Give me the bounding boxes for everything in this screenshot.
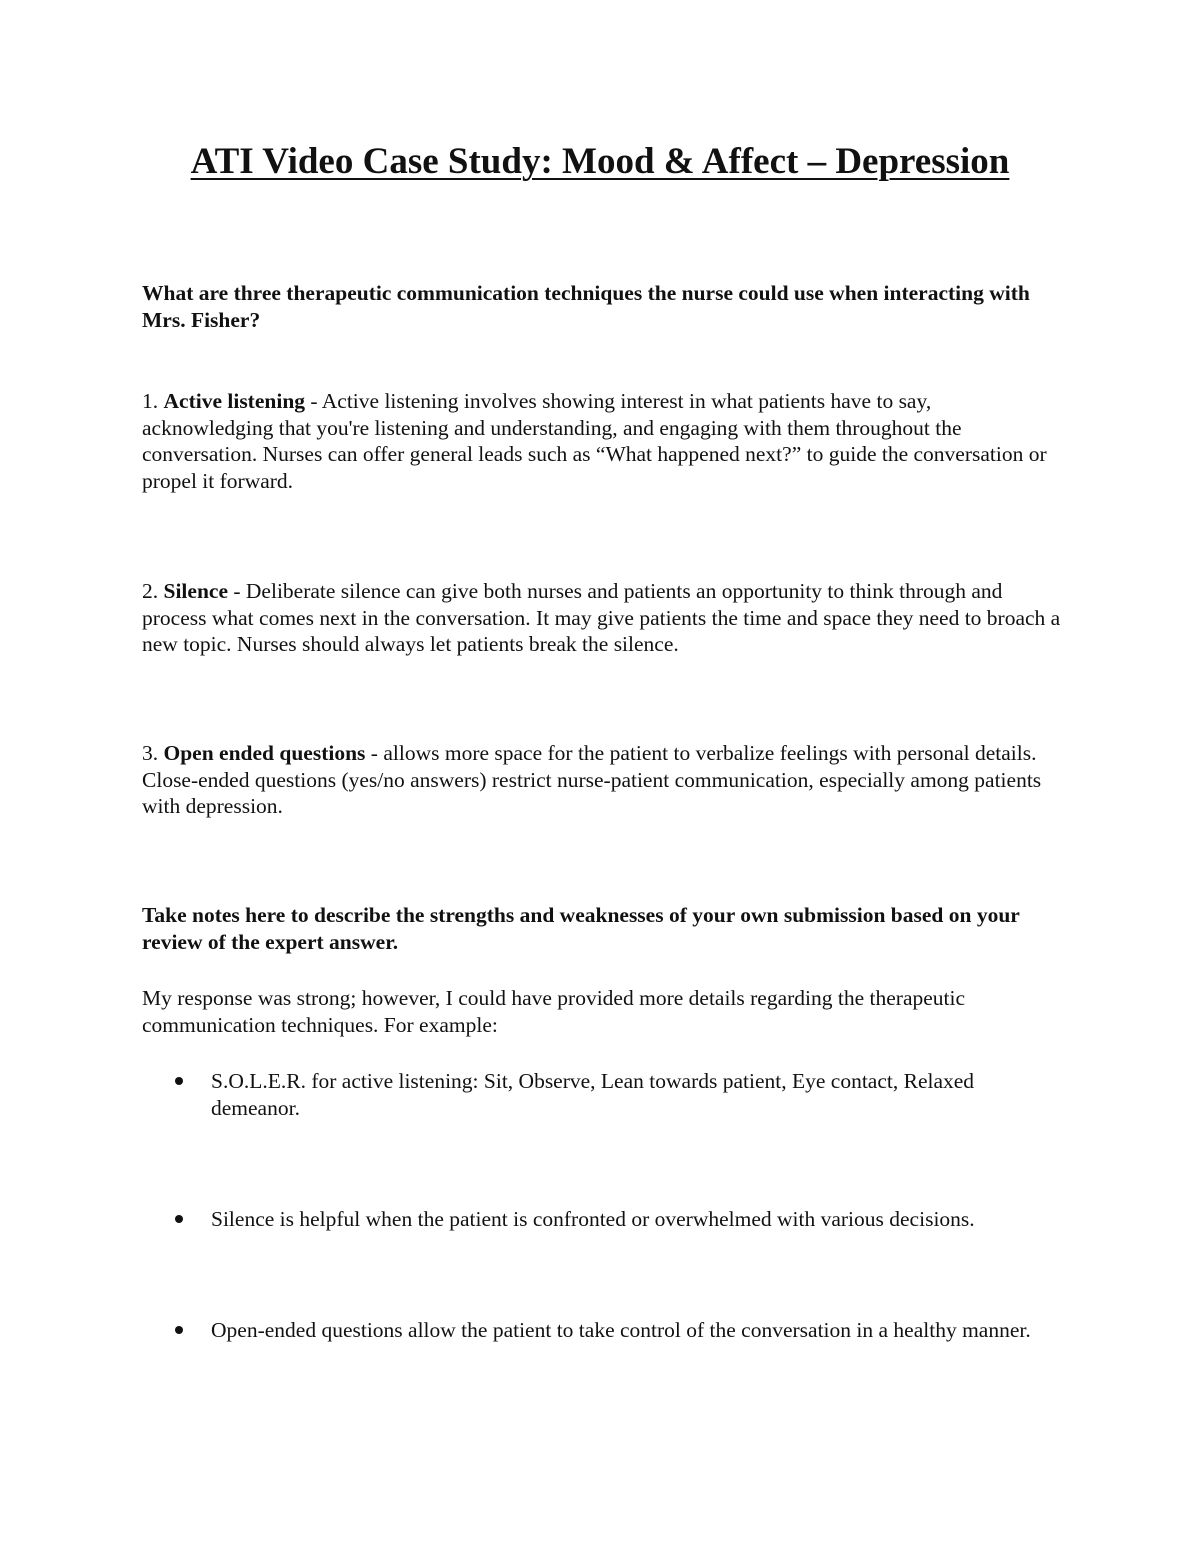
technique-term: Active listening [163, 389, 306, 413]
bullet-text: Open-ended questions allow the patient to take control of the conversation in a healthy manner. [211, 1318, 1031, 1342]
technique-item-3 [142, 740, 1062, 820]
technique-number: 3. [142, 741, 159, 765]
question-1: What are three therapeutic communication techniques the nurse could use when interacting with Mrs. Fisher? [142, 281, 1030, 332]
bullet-item-1 [170, 1068, 1060, 1121]
bullet-text: S.O.L.E.R. for active listening: Sit, Observe, Lean towards patient, Eye contact, Relaxed demeanor. [211, 1069, 975, 1120]
technique-description: - Active listening involves showing interest in what patients have to say, acknowledging that you're listening and understanding, and engaging with them throughout the conversation. Nurses can offer general leads such as “What happened next?” to guide the conversation or propel it forward. [142, 389, 1047, 493]
question-2: Take notes here to describe the strengths and weaknesses of your own submission based on your review of the expert answer. [142, 903, 1020, 954]
bullet-text: Silence is helpful when the patient is confronted or overwhelmed with various decisions. [211, 1207, 975, 1231]
bullet-item-3 [170, 1317, 1060, 1344]
technique-number: 1. [142, 389, 159, 413]
technique-item-2 [142, 578, 1062, 658]
bullet-item-2 [170, 1206, 1060, 1233]
technique-item-1 [142, 388, 1062, 494]
technique-description: - Deliberate silence can give both nurses and patients an opportunity to think through and process what comes next in the conversation. It may give patients the time and space they need to broach a new topic. Nurses should always let patients break the silence. [142, 579, 1061, 656]
technique-term: Open ended questions [163, 741, 366, 765]
technique-description: - allows more space for the patient to verbalize feelings with personal details. Close-ended questions (yes/no answers) restrict nurse-patient communication, especially among patients with depression. [142, 741, 1042, 818]
technique-number: 2. [142, 579, 159, 603]
response-paragraph: My response was strong; however, I could have provided more details regarding the therapeutic communication techniques. For example: [142, 986, 966, 1037]
document-title: ATI Video Case Study: Mood & Affect – Depression [190, 141, 1010, 182]
technique-term: Silence [163, 579, 228, 603]
